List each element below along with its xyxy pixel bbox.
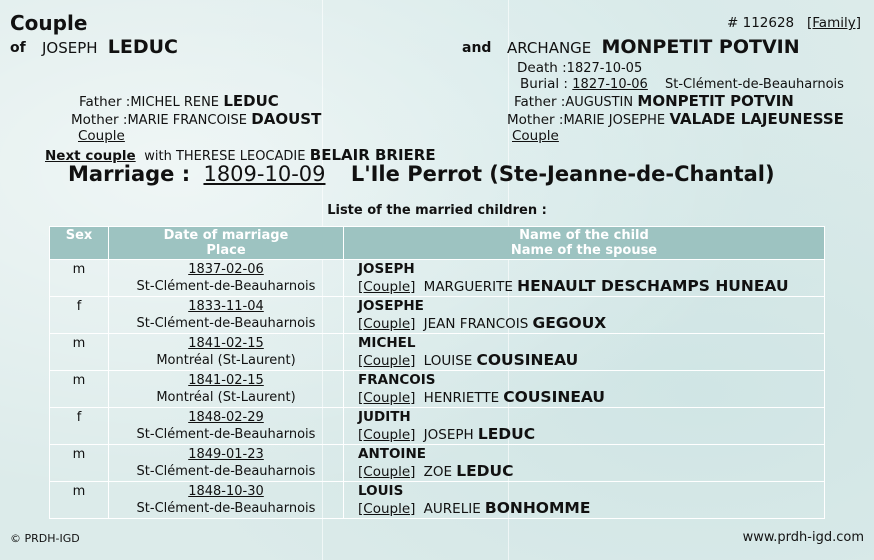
marriage-date-place (109, 297, 344, 334)
spouse-surname: HENAULT DESCHAMPS HUNEAU (517, 277, 789, 295)
wife-father (514, 92, 794, 110)
marriage-label: Marriage : (68, 162, 191, 186)
marriage-date-place (109, 260, 344, 297)
child-marriage-place: Montréal (St-Laurent) (156, 390, 296, 405)
mother-label: Mother : (71, 112, 128, 128)
copyright: © PRDH-IGD (10, 532, 80, 545)
website-link[interactable]: www.prdh-igd.com (742, 530, 864, 545)
child-marriage-place: Montréal (St-Laurent) (156, 353, 296, 368)
child-marriage-date-link[interactable]: 1848-10-30 (188, 484, 264, 499)
mother-surname: DAOUST (251, 110, 322, 128)
child-couple-link[interactable]: [Couple] (358, 464, 416, 480)
table-row (50, 334, 825, 371)
col-date: Date of marriage (163, 228, 289, 243)
and-label: and (462, 40, 492, 56)
father-given: AUGUSTIN (565, 95, 634, 110)
wife-parents-couple-link[interactable]: Couple (512, 128, 559, 144)
spouse-line (358, 389, 820, 407)
page-title: Couple (10, 11, 88, 35)
next-couple-surname: BELAIR BRIERE (309, 146, 436, 164)
husband-surname: LEDUC (107, 36, 178, 58)
child-marriage-date-link[interactable]: 1837-02-06 (188, 262, 264, 277)
child-marriage-date-link[interactable]: 1841-02-15 (188, 336, 264, 351)
table-row (50, 445, 825, 482)
father-surname: MONPETIT POTVIN (637, 92, 794, 110)
child-sex: m (50, 482, 109, 519)
next-couple-with: with THERESE LEOCADIE (144, 149, 306, 164)
spouse-surname: COUSINEAU (503, 388, 606, 406)
spouse-surname: BONHOMME (484, 499, 591, 517)
child-marriage-place: St-Clément-de-Beauharnois (136, 501, 316, 516)
marriage-date-place (109, 445, 344, 482)
of-label: of (10, 40, 26, 56)
father-given: MICHEL RENE (130, 95, 220, 110)
child-sex: m (50, 260, 109, 297)
spouse-line (358, 463, 820, 481)
child-marriage-place: St-Clément-de-Beauharnois (136, 427, 316, 442)
child-marriage-place: St-Clément-de-Beauharnois (136, 464, 316, 479)
husband-father (79, 92, 279, 110)
child-marriage-date-link[interactable]: 1841-02-15 (188, 373, 264, 388)
child-name: ANTOINE (358, 446, 426, 462)
child-names (344, 260, 825, 297)
child-sex: m (50, 334, 109, 371)
death-label: Death : (517, 60, 567, 76)
spouse-line (358, 315, 820, 333)
next-couple-link[interactable]: Next couple (45, 148, 136, 164)
child-names (344, 408, 825, 445)
wife-death (517, 60, 642, 76)
husband-mother (71, 110, 321, 128)
burial-date-link[interactable]: 1827-10-06 (572, 77, 648, 92)
child-couple-link[interactable]: [Couple] (358, 279, 416, 295)
table-row (50, 297, 825, 334)
husband-name (42, 36, 178, 58)
husband-given: JOSEPH (42, 39, 98, 57)
child-names (344, 297, 825, 334)
child-sex: f (50, 408, 109, 445)
spouse-line (358, 352, 820, 370)
child-couple-link[interactable]: [Couple] (358, 427, 416, 443)
col-date-place (109, 227, 344, 260)
child-names (344, 482, 825, 519)
burial-place: St-Clément-de-Beauharnois (665, 77, 844, 92)
father-label: Father : (79, 94, 131, 110)
child-names (344, 445, 825, 482)
child-name: LOUIS (358, 483, 404, 499)
child-couple-link[interactable]: [Couple] (358, 316, 416, 332)
mother-surname: VALADE LAJEUNESSE (669, 110, 844, 128)
child-marriage-place: St-Clément-de-Beauharnois (136, 279, 316, 294)
spouse-line (358, 278, 820, 296)
table-row (50, 408, 825, 445)
wife-mother (507, 110, 844, 128)
children-table (49, 226, 825, 519)
col-names (344, 227, 825, 260)
child-name: JOSEPHE (358, 298, 424, 314)
burial-label: Burial : (520, 76, 568, 92)
record-number: # 112628 (727, 15, 795, 31)
col-child: Name of the child (519, 228, 649, 243)
marriage-date-link[interactable]: 1809-10-09 (203, 162, 326, 186)
mother-label: Mother : (507, 112, 564, 128)
child-sex: m (50, 371, 109, 408)
spouse-surname: LEDUC (456, 462, 514, 480)
spouse-line (358, 500, 820, 518)
marriage-date-place (109, 371, 344, 408)
col-spouse: Name of the spouse (510, 243, 658, 258)
child-couple-link[interactable]: [Couple] (358, 390, 416, 406)
child-name: JOSEPH (358, 261, 415, 277)
spouse-given: AURELIE (423, 501, 481, 517)
spouse-surname: GEGOUX (532, 314, 607, 332)
child-name: FRANCOIS (358, 372, 436, 388)
spouse-given: JOSEPH (423, 427, 474, 443)
table-row (50, 371, 825, 408)
father-surname: LEDUC (223, 92, 279, 110)
spouse-given: ZOE (423, 464, 453, 480)
table-row (50, 482, 825, 519)
marriage-date-place (109, 408, 344, 445)
spouse-given: LOUISE (423, 353, 473, 369)
child-marriage-date-link[interactable]: 1833-11-04 (188, 299, 264, 314)
mother-given: MARIE FRANCOISE (127, 113, 247, 128)
child-marriage-date-link[interactable]: 1848-02-29 (188, 410, 264, 425)
spouse-line (358, 426, 820, 444)
wife-name (507, 36, 800, 58)
wife-given: ARCHANGE (507, 39, 592, 57)
marriage-date-place (109, 482, 344, 519)
death-date: 1827-10-05 (566, 61, 643, 76)
child-sex: f (50, 297, 109, 334)
father-label: Father : (514, 94, 566, 110)
col-place: Place (206, 243, 246, 258)
col-sex: Sex (50, 227, 109, 260)
child-couple-link[interactable]: [Couple] (358, 353, 416, 369)
spouse-given: HENRIETTE (423, 390, 500, 406)
marriage-date-place (109, 334, 344, 371)
family-link[interactable]: [Family] (807, 15, 861, 31)
child-sex: m (50, 445, 109, 482)
mother-given: MARIE JOSEPHE (563, 113, 666, 128)
spouse-surname: LEDUC (477, 425, 536, 443)
child-names (344, 371, 825, 408)
marriage-line (68, 162, 775, 186)
spouse-surname: COUSINEAU (476, 351, 579, 369)
child-marriage-place: St-Clément-de-Beauharnois (136, 316, 316, 331)
child-couple-link[interactable]: [Couple] (358, 501, 416, 517)
wife-burial (520, 76, 844, 92)
child-marriage-date-link[interactable]: 1849-01-23 (188, 447, 264, 462)
spouse-given: MARGUERITE (423, 279, 513, 295)
spouse-given: JEAN FRANCOIS (423, 316, 529, 332)
child-name: JUDITH (358, 409, 411, 425)
husband-parents-couple-link[interactable]: Couple (78, 128, 125, 144)
wife-surname: MONPETIT POTVIN (601, 36, 800, 58)
table-row (50, 260, 825, 297)
table-header-row (50, 227, 825, 260)
child-name: MICHEL (358, 335, 416, 351)
child-names (344, 334, 825, 371)
record-header (727, 15, 861, 31)
marriage-place: L'Ile Perrot (Ste-Jeanne-de-Chantal) (350, 162, 775, 186)
children-title: Liste of the married children : (327, 203, 547, 218)
